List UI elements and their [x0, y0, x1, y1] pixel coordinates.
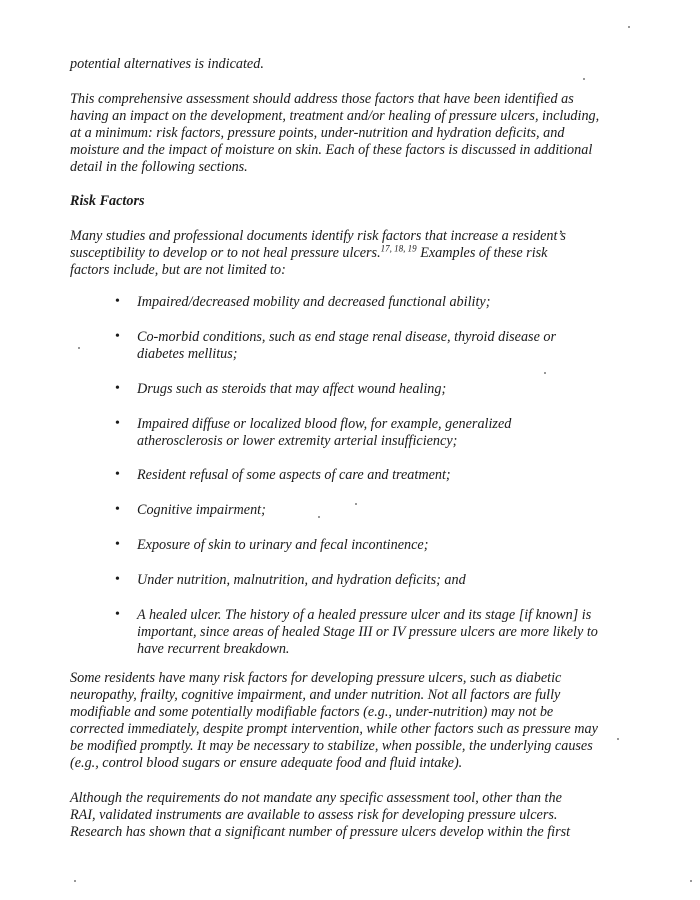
list-item: Under nutrition, malnutrition, and hydration deficits; and	[137, 572, 466, 588]
paragraph-although: Although the requirements do not mandate any specific assessment tool, other than the RAI, validated instruments are available to assess risk for developing pressure ulcers. Research has shown that a significant number of pressure ulcers develop within the first	[70, 790, 571, 840]
scan-speck	[690, 880, 692, 882]
bullet-marker: •	[115, 381, 120, 396]
scan-speck	[355, 503, 357, 505]
scan-speck	[74, 880, 76, 882]
bullet-marker: •	[115, 572, 120, 587]
paragraph-studies-tail: Examples of these risk factors include, but are not limited to:	[70, 245, 548, 278]
paragraph-studies	[70, 228, 590, 279]
list-item: Exposure of skin to urinary and fecal incontinence;	[137, 537, 429, 553]
bullet-marker: •	[115, 537, 120, 552]
scan-speck	[617, 738, 619, 740]
reference-superscript: 17, 18, 19	[380, 243, 417, 254]
paragraph-studies-text: Many studies and professional documents identify risk factors that increase a resident’s susceptibility to develop or to not heal pressure ulcers.	[70, 228, 566, 261]
bullet-marker: •	[115, 502, 120, 517]
scan-speck	[318, 516, 320, 518]
scan-speck	[544, 372, 546, 374]
paragraph-some-residents: Some residents have many risk factors for developing pressure ulcers, such as diabetic neuropathy, frailty, cognitive impairment, and under nutrition. Not all factors are fully modifiable and some potentially modifiable factors (e.g., under-nutrition) may not be corrected immediately, despite prompt intervention, while other factors such as pressure may be modified promptly. It may be necessary to stabilize, when possible, the underlying causes (e.g., control blood sugars or ensure adequate food and fluid intake).	[70, 670, 598, 771]
bullet-marker: •	[115, 467, 120, 482]
list-item: A healed ulcer. The history of a healed pressure ulcer and its stage [if known] is important, since areas of healed Stage III or IV pressure ulcers are more likely to have recurrent breakdown.	[137, 607, 598, 657]
list-item: Co-morbid conditions, such as end stage renal disease, thyroid disease or diabetes mellitus;	[137, 329, 557, 362]
bullet-marker: •	[115, 329, 120, 344]
scan-speck	[583, 78, 585, 80]
paragraph-continuation: potential alternatives is indicated.	[70, 56, 264, 72]
paragraph-assessment: This comprehensive assessment should address those factors that have been identified as having an impact on the development, treatment and/or healing of pressure ulcers, including, at a minimum: risk factors, pressure points, under-nutrition and hydration deficits, and moisture and the impact of moisture on skin. Each of these factors is discussed in additional detail in the following sections.	[70, 91, 600, 175]
list-item: Resident refusal of some aspects of care and treatment;	[137, 467, 451, 483]
list-item: Impaired/decreased mobility and decreased functional ability;	[137, 294, 491, 310]
scan-speck	[628, 26, 630, 28]
heading-risk-factors: Risk Factors	[70, 193, 145, 209]
scan-speck	[78, 347, 80, 349]
bullet-marker: •	[115, 416, 120, 431]
bullet-marker: •	[115, 607, 120, 622]
list-item: Cognitive impairment;	[137, 502, 266, 518]
bullet-marker: •	[115, 294, 120, 309]
list-item: Drugs such as steroids that may affect wound healing;	[137, 381, 447, 397]
list-item: Impaired diffuse or localized blood flow, for example, generalized atherosclerosis or lower extremity arterial insufficiency;	[137, 416, 512, 449]
